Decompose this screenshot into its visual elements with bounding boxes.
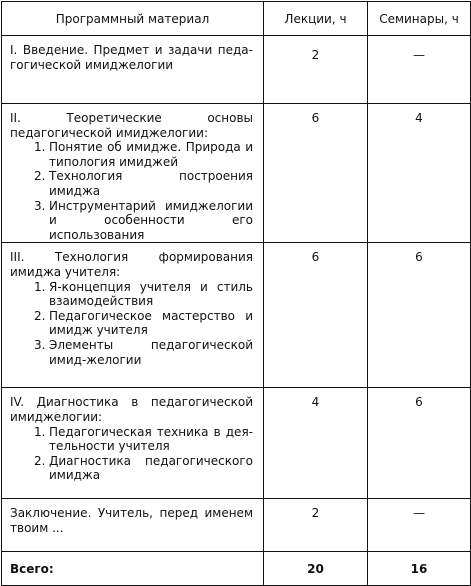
material-cell	[2, 104, 264, 243]
item-text: Педагогическое мастерство и имидж учителя	[49, 308, 253, 338]
table-row	[2, 36, 471, 104]
item-text: Диагностика педагогического имиджа	[49, 453, 253, 483]
lectures-cell: 4	[264, 388, 368, 499]
list-item	[10, 425, 253, 454]
lectures-cell: 2	[264, 499, 368, 552]
subitem-list	[10, 280, 253, 368]
item-text: Технология построения имиджа	[49, 169, 253, 198]
list-item	[10, 309, 253, 338]
header-row	[2, 2, 471, 36]
header-seminars: Семинары, ч	[368, 2, 471, 36]
seminars-cell: 6	[368, 243, 471, 388]
table-row	[2, 388, 471, 499]
subitem-list	[10, 140, 253, 242]
header-lectures: Лекции, ч	[264, 2, 368, 36]
material-cell	[2, 388, 264, 499]
item-text: Педагогическая техника в дея-тельности учителя	[49, 424, 253, 454]
section-title: III. Технология формирования имиджа учителя:	[10, 250, 253, 279]
item-number: 3.	[34, 337, 46, 352]
section-title: IV. Диагностика в педагогической имиджелогии:	[10, 395, 253, 424]
list-item	[10, 199, 253, 243]
material-cell	[2, 243, 264, 388]
lectures-cell: 6	[264, 104, 368, 243]
seminars-cell	[368, 36, 471, 104]
header-material: Программный материал	[2, 2, 264, 36]
section-title: I. Введение. Предмет и задачи педа-гогической имиджелогии	[10, 43, 253, 72]
item-number: 3.	[34, 198, 46, 213]
list-item	[10, 140, 253, 169]
item-text: Инструментарий имиджелогии и особенности его использования	[49, 198, 253, 242]
item-number: 1.	[34, 140, 46, 155]
item-number: 2.	[34, 453, 46, 468]
lectures-cell: 6	[264, 243, 368, 388]
section-title: Заключение. Учитель, перед именем твоим ...	[10, 506, 253, 535]
material-cell	[2, 36, 264, 104]
table-row	[2, 243, 471, 388]
total-lectures: 20	[264, 552, 368, 586]
seminars-cell: —	[368, 499, 471, 552]
dash-value: —	[413, 48, 425, 62]
curriculum-table	[1, 1, 471, 586]
material-cell	[2, 499, 264, 552]
list-item	[10, 169, 253, 198]
seminars-cell: 6	[368, 388, 471, 499]
table-row	[2, 499, 471, 552]
list-item	[10, 338, 253, 367]
item-number: 2.	[34, 169, 46, 184]
lectures-cell: 2	[264, 36, 368, 104]
total-row	[2, 552, 471, 586]
total-label: Всего:	[2, 552, 264, 586]
item-text: Элементы педагогической имид-желогии	[49, 337, 253, 367]
item-number: 2.	[34, 308, 46, 323]
list-item	[10, 454, 253, 483]
item-number: 1.	[34, 424, 46, 439]
total-seminars: 16	[368, 552, 471, 586]
subitem-list	[10, 425, 253, 483]
item-text: Понятие об имидже. Природа и типология имиджей	[49, 140, 253, 169]
seminars-cell: 4	[368, 104, 471, 243]
section-title: II. Теоретические основы педагогической имиджелогии:	[10, 111, 253, 140]
item-text: Я-концепция учителя и стиль взаимодействия	[49, 279, 253, 309]
list-item	[10, 280, 253, 309]
item-number: 1.	[34, 279, 46, 294]
table-row	[2, 104, 471, 243]
